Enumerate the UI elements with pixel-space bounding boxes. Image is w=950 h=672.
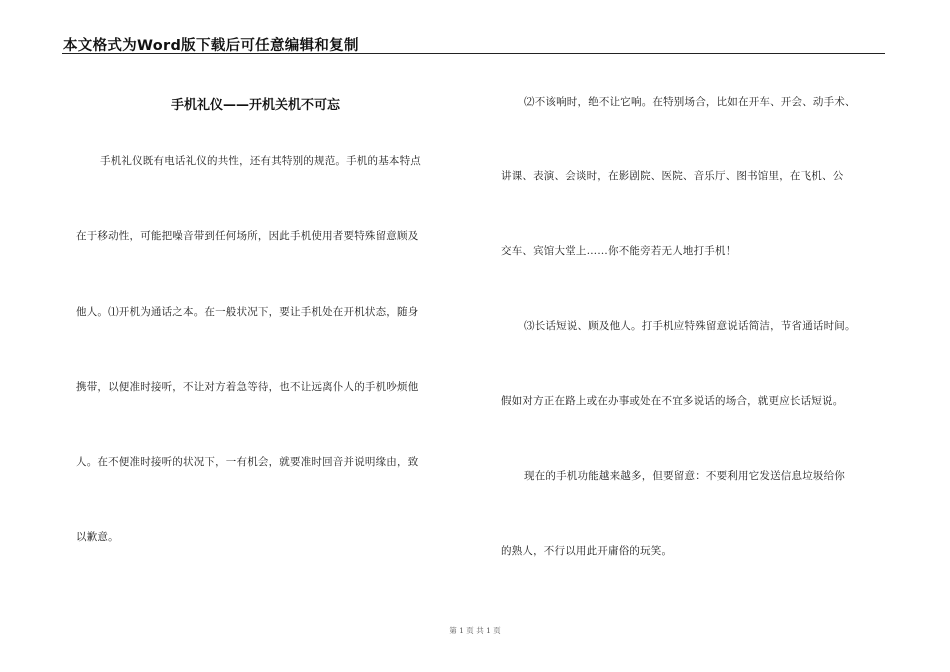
- body-line: 以歉意。: [76, 531, 119, 543]
- body-line: 交车、宾馆大堂上……你不能旁若无人地打手机！: [501, 245, 737, 257]
- body-line: 人。在不便准时接听的状况下，一有机会，就要准时回音并说明缘由，致: [76, 456, 419, 468]
- page-number: 第 1 页 共 1 页: [449, 626, 501, 635]
- body-line: ⑵不该响时，绝不让它响。在特别场合，比如在开车、开会、动手术、: [524, 96, 856, 108]
- body-line: 现在的手机功能越来越多，但要留意：不要利用它发送信息垃圾给你: [524, 470, 845, 482]
- body-line: 的熟人，不行以用此开庸俗的玩笑。: [501, 545, 673, 557]
- body-line: ⑶长话短说、顾及他人。打手机应特殊留意说话简洁，节省通话时间。: [524, 320, 856, 332]
- header-rule: [62, 53, 885, 54]
- document-header: 本文格式为Word版下载后可任意编辑和复制: [63, 38, 359, 54]
- body-line: 他人。⑴开机为通话之本。在一般状况下，要让手机处在开机状态，随身: [76, 306, 419, 318]
- body-line: 携带，以便准时接听，不让对方着急等待，也不让远离仆人的手机吵烦他: [76, 381, 419, 393]
- body-line: 假如对方正在路上或在办事或处在不宜多说话的场合，就更应长话短说。: [501, 395, 844, 407]
- body-line: 在于移动性，可能把噪音带到任何场所，因此手机使用者要特殊留意顾及: [76, 230, 419, 242]
- body-line: 讲课、表演、会谈时，在影剧院、医院、音乐厅、图书馆里，在飞机、公: [501, 170, 844, 182]
- document-title: 手机礼仪——开机关机不可忘: [171, 98, 341, 113]
- body-line: 手机礼仪既有电话礼仪的共性，还有其特别的规范。手机的基本特点: [100, 155, 421, 167]
